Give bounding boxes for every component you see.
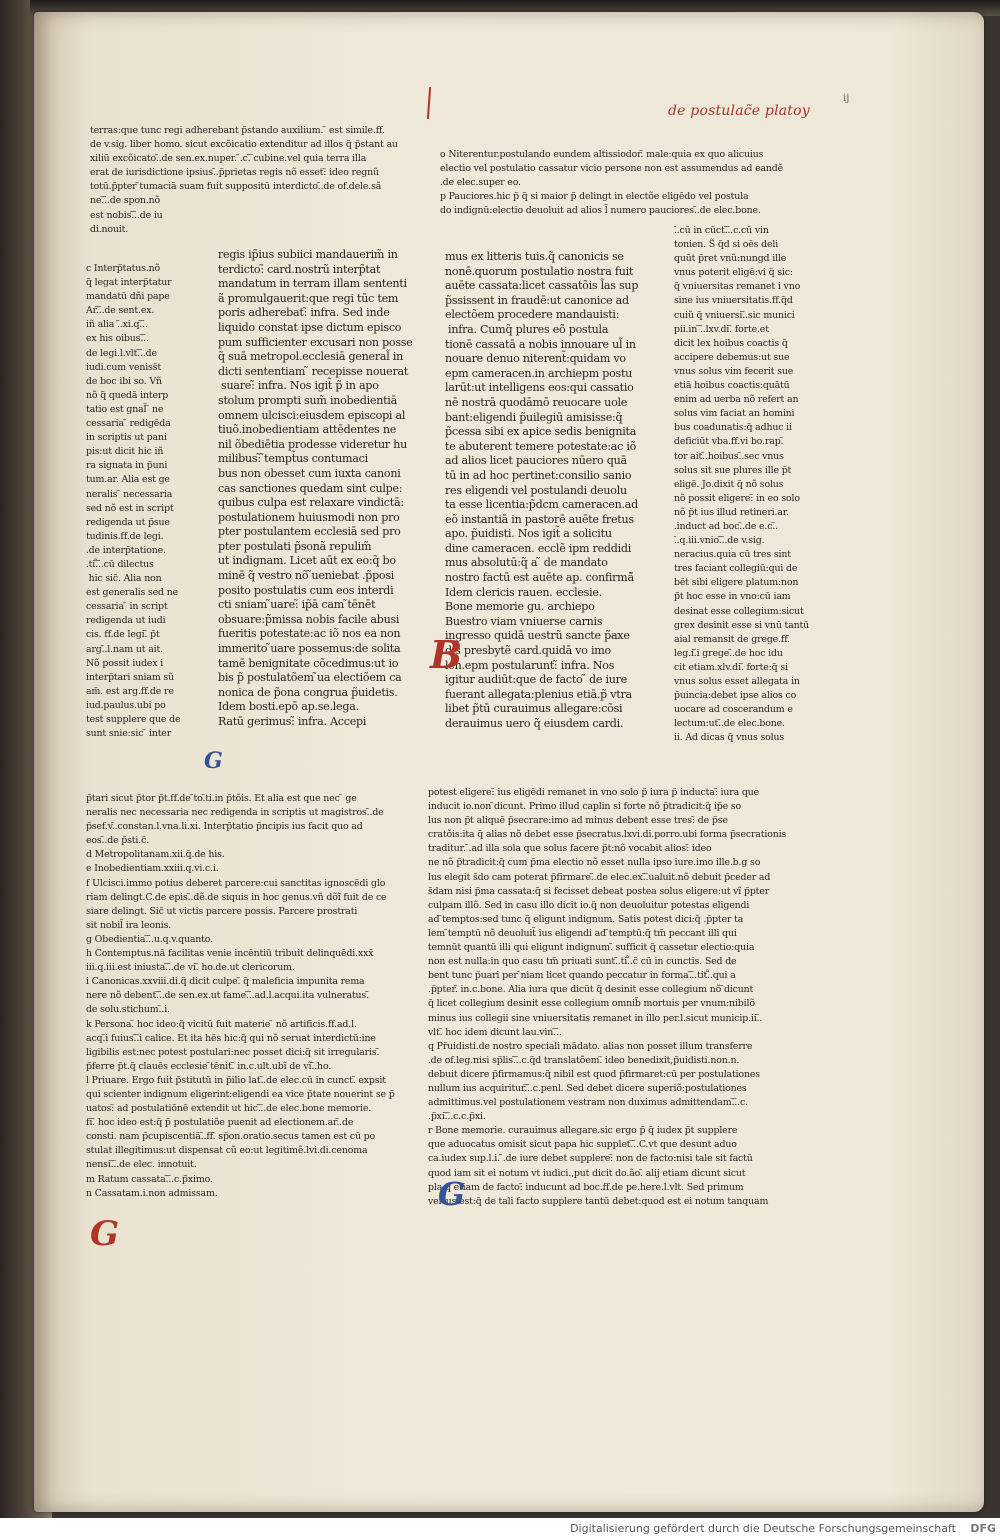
text-line: iii.q.iii.est iniusta.̃.̃.de vi.̃ ho.de.ut clericorum. xyxy=(86,962,295,974)
text-line: minus ius collegii sine vniuersitatis remanet in illo per.l.sicut municip.ii.̃. xyxy=(428,1012,763,1024)
text-line: q̃ suā metropol.ecclesiā general̃ in xyxy=(218,350,404,364)
text-line: cis. ff.de legi.̃ p̃t xyxy=(86,629,160,641)
text-line: que aduocatus omisit sicut papa hic supplet.̃.̃.C.vt que desunt aduo xyxy=(428,1139,737,1151)
dfg-logo: DFG xyxy=(970,1522,996,1535)
text-line: deficiūt vba.ff.vi bo.rap.̃ xyxy=(674,436,784,448)
text-line: redigenda ut p̃sue xyxy=(86,516,170,528)
text-line: ii. Ad dicas q̃ vnus solus xyxy=(674,732,785,744)
text-line: in scriptis ut pani xyxy=(86,432,167,444)
text-line: ut indignam. Licet aūt ex eo:q̃ bo xyxy=(218,554,396,568)
text-line: quūt p̃ret vnũ:nungd ille xyxy=(674,253,787,265)
text-line: d Metropolitanam.xii.q̃.de his. xyxy=(86,849,225,861)
text-line: de solu.stichum.̃.i. xyxy=(86,1004,170,1016)
right-bottom-gloss xyxy=(428,786,810,1209)
decretal-text-left xyxy=(218,248,420,730)
text-line: nonica de p̃ona congrua p̃uidetis. xyxy=(218,685,398,699)
text-line: di.nouit. xyxy=(90,223,129,235)
text-line: aial remansit de grege.ff.̃ xyxy=(674,633,791,645)
text-line: ad ̃temptos:sed tunc q̃ eligunt indignum. Satis potest dici:q̃ .p̃pter ta xyxy=(428,913,744,925)
text-line: p̃t hoc esse in vno:cū iam xyxy=(674,591,791,603)
text-line: omnem ulcisci:eiusdem episcopi al xyxy=(218,408,406,422)
text-line: bus non obesset cum iuxta canoni xyxy=(218,466,401,480)
text-line: .p̃pter.̃ in.c.bone. Alia iura que dicūt q̃ desinit esse collegium nõ ̃dicunt xyxy=(428,984,754,996)
text-line: p̃tari sicut p̃tor p̃t.ff.de ̃to.̃ti.in p̃tõis. Et alia est que nec ̃ ge xyxy=(86,793,357,804)
text-line: pum sufficienter excusari non posse xyxy=(218,335,413,349)
text-line: iud.paulus.ubi po xyxy=(86,699,166,711)
text-line: epm cameracen.in archiepm postu xyxy=(445,366,633,380)
text-line: o Niterentur.postulando eundem altissiodor.̃ male:quia ex quo alicuius xyxy=(440,149,764,160)
folio-number: ij xyxy=(843,93,850,104)
text-line: cas sanctiones quedam sint culpe: xyxy=(218,481,403,495)
text-line: Ratū gerimus:̃ infra. Accepi xyxy=(218,715,367,728)
footer-bar xyxy=(0,1518,1000,1540)
text-line: ̃temnūt quantū illi qui eligunt indignum.̃ sufficit q̃ cassetur electio:quia xyxy=(428,942,755,954)
text-line: c Interp̃tatus.nõ xyxy=(86,263,161,274)
text-line: mandatum in terram illam sententi xyxy=(218,277,407,291)
text-line: postulationem huiusmodi non pro xyxy=(218,510,400,524)
text-line: fuerant allegata:plenius etiā.p̃ vtra xyxy=(445,687,632,701)
text-line: ̃.ti.̃̃.̃.cū dilectus xyxy=(86,558,154,570)
decretal-text-right xyxy=(445,250,645,732)
text-line: nere nõ debent.̃.̃.de sen.ex.ut fame.̃.̃.ad.l.acqui.ita vulneratus.̃ xyxy=(86,990,369,1002)
text-line: immerito ̃uare possemus:de solita xyxy=(218,642,401,656)
text-line: r Bone memorie. curauimus allegare.sic ergo p̃ q̃ iudex p̃t supplere xyxy=(428,1125,738,1137)
text-line: desinat esse collegium:sicut xyxy=(674,605,804,617)
text-line: sine ius vniuersitatis.ff.q̃d xyxy=(674,295,793,307)
text-line: liquido constat ipse dictum episco xyxy=(218,320,402,334)
text-line: ingresso quidā uestrũ sancte p̃axe xyxy=(445,629,630,643)
text-line: non est nulla:in quo casu tm̃ priuati sunt.̃.ti.̃̃.c̃ cū in cunctis. Sed de xyxy=(428,956,737,968)
text-line: bus coadunatis:q̃ adhuc ii xyxy=(674,422,792,434)
text-line: cessaria ̃ redigēda xyxy=(86,418,171,430)
initial-g-blue-left: G xyxy=(204,748,223,774)
text-line: q Pr̃uidisti.de nostro speciali mādato. alias non posset illum transferre xyxy=(428,1040,753,1052)
initial-g-blue: G xyxy=(438,1175,466,1213)
text-line: admittimus.vel postulationem vestram non duximus admittendam.̃.̃.c. xyxy=(428,1097,748,1109)
text-line: vnus solus vim fecerit sue xyxy=(674,365,794,377)
text-line: ̃.de of.leg.nisi sp̃lis.̃.̃.c.q̃d translatõem.̃ ideo benedixit,p̃uidisti.non.n. xyxy=(428,1054,740,1066)
text-line: tudinis.ff.de legi. xyxy=(86,530,164,542)
text-line: electio vel postulatio cassatur vicio persone non est assumendus ad eandẽ xyxy=(440,163,784,175)
text-line: etiā hoibus coactis:quātū xyxy=(674,380,790,392)
text-line: sunt snie:sic ̃ inter xyxy=(86,728,172,740)
text-line: test supplere que de xyxy=(86,714,181,725)
text-line: quibus culpa est relaxare vindictā: xyxy=(218,496,404,510)
text-line: nensi.̃.̃.de elec. innotuit. xyxy=(86,1159,197,1171)
text-line: ra signata in p̃uni xyxy=(86,460,168,472)
text-line: pis:ut dicit hic iñ xyxy=(86,446,164,458)
text-line: verius est:q̃ de tali facto supplere tantū debet:quod est ei notum tanquam xyxy=(428,1195,769,1207)
text-line: g Obedientia.̃.̃.u.q.v.quanto. xyxy=(86,933,213,945)
text-line: leg.i.̃i grege.̃.de hoc idu xyxy=(674,647,783,659)
text-line: iñ alia .̃.xi.q.̃.̃. xyxy=(86,319,148,331)
text-line: de boc ibi so. Vñ xyxy=(86,375,162,387)
text-line: vnus solus esset allegata in xyxy=(674,676,800,687)
text-line: s̃dam nisi p̃ma cassata:q̃ si fecisset debeat postea solus eligere:ut vĩ p̃pter xyxy=(428,885,770,897)
text-line: cessaria ̃ in script xyxy=(86,601,168,613)
text-line: quod iam sit ei notum vt iudici.,put dicit do.ão.̃ alij etiam dicunt sicut xyxy=(428,1167,746,1179)
text-line: tiuõ.inobedientiam attēdentes ne xyxy=(218,423,397,437)
text-line: ligibilis est:nec potest postulari:nec posset dici:q̃ sit irregularis.̃ xyxy=(86,1046,380,1058)
text-line: p̃ferre p̃t.q̃ clauēs ecclesie ̃tēnit.̃ in.c.ult.ubĩ de vĩ.̃.ho. xyxy=(86,1060,332,1072)
text-line: lus non p̃t aliquē p̃secrare:imo ad minus debent esse tres:̃ de p̃se xyxy=(428,815,728,827)
text-line: redigenda ut iudi xyxy=(86,615,166,627)
text-line: fi.̃ hoc ideo est:q̃ p̃ postulatiõe puenit ad electionem.ar.̃.de xyxy=(86,1117,354,1129)
text-line: nouare denuo niterent̃:quidam vo xyxy=(445,352,626,366)
text-line: iudi.cum veniss̃t xyxy=(86,361,162,373)
text-line: lem ̃temptū nõ deuoluit̃ ius eligendi ad ̃temptū:q̃ tm̃ peccant illi qui xyxy=(428,927,737,939)
text-line: p̃cessa sibi ex apice sedis benignita xyxy=(445,425,637,439)
text-line: vnus poterit eligē:vi q̃ sic: xyxy=(674,267,793,279)
text-line: p̃uincia:debet ipse alios co xyxy=(674,690,797,702)
text-line: Ar.̃.̃.de sent.ex. xyxy=(86,305,155,317)
text-line: libet p̃tū curauimus allegare:cõsi xyxy=(445,702,623,716)
right-top-gloss xyxy=(440,148,808,218)
text-line: eligē. Jo.dixit q̃ nõ solus xyxy=(674,478,784,490)
text-line: h Contemptus.nā facilitas venie incēntiū tribuit delinquēdi.xxx̃ xyxy=(86,948,374,960)
text-line: pter postulantem ecclesiā sed pro xyxy=(218,525,401,539)
text-line: ̃.̃.q.iii.vnio.̃.̃.de v.sig. xyxy=(674,535,765,547)
text-line: ne.̃.̃.de spon.nõ xyxy=(90,195,160,207)
text-line: cuiũ q̃ vniuersi.̃.sic munici xyxy=(674,309,795,321)
text-line: ad alios licet pauciores nūero quā xyxy=(445,454,627,468)
text-line: cit etiam.xlv.di.̃ forte:q̃ si xyxy=(674,661,788,673)
text-line: mus ex litteris tuis.q̃ canonicis se xyxy=(445,250,624,263)
text-line: interp̃tari sniam sũ xyxy=(86,671,174,683)
text-line: p Pauciores.hic p̃ q̃ si maior p̃ delingt in electõe eligēdo vel postula xyxy=(440,191,749,203)
text-line: tatio est gnal̃ ̃ ne xyxy=(86,403,164,415)
text-line: mandatū dñi pape xyxy=(86,291,170,303)
text-line: ̃.de elec.super eo. xyxy=(440,177,521,189)
text-line: i Canonicas.xxviii.di.q̃ dicit culpe.̃ q̃ maleficia impunita rema xyxy=(86,976,365,988)
text-line: ne nõ p̃tradicit:q̃ cum p̃ma electio nõ esset nulla ipso iure.imo ille.b.g so xyxy=(428,857,761,869)
text-line: nonē.quorum postulatio nostra fuit xyxy=(445,264,634,278)
text-line: n Cassatam.i.non admissam. xyxy=(86,1187,218,1199)
initial-b-red: B xyxy=(430,632,463,677)
text-line: regis ip̃ius subiici mandauerim̃ in xyxy=(218,248,398,261)
text-line: acq.̃i fuius.̃.̃i calice. Et ita hēs hic:q̃ qui nõ seruat interdictū:ine xyxy=(86,1032,376,1044)
text-line: lectum:ut.̃.de elec.bone. xyxy=(674,718,785,730)
text-line: l Priuare. Ergo fuit p̃stitutū in p̃ilio lat.̃.de elec.cū in cunct.̃ expsit xyxy=(86,1074,386,1086)
text-line: tonien. S̃ q̃d si oēs deli xyxy=(674,239,779,251)
text-line: do indignū:electio deuoluit ad alios l̃ numero pauciores.̃.de elec.bone. xyxy=(440,205,761,217)
text-line: ̃ hic sic̃. Alia non xyxy=(86,573,162,585)
text-line: tum.ar. Alia est ge xyxy=(86,474,170,486)
text-line: enim ad uerba nõ refert an xyxy=(674,394,799,406)
text-line: tres faciant collegiū:qui de xyxy=(674,563,798,575)
text-line: eõ instantiā in pastorē auēte fretus xyxy=(445,512,634,526)
text-line: larūt:ut intelligens eos:qui cassatio xyxy=(445,381,634,395)
text-line: e Inobedientiam.xxiii.q.vi.c.i. xyxy=(86,863,219,875)
text-line: erat de iurisdictione ipsius.̃.p̃prietas regis nõ esset:̃ ideo regnũ xyxy=(90,167,379,179)
text-line: debuit dicere p̃firmamus:q̃ nibil est quod p̃firmaret:cū per postulationes xyxy=(428,1068,760,1080)
left-top-gloss xyxy=(90,124,420,237)
text-line: est nobis.̃.̃.de iu xyxy=(90,209,163,221)
text-line: derauimus uero q̃ eiusdem cardi. xyxy=(445,717,624,730)
text-line: Buestro viam vniuerse carnis xyxy=(445,614,603,628)
text-line: obsuare:p̃missa nobis facile abusi xyxy=(218,612,400,626)
text-line: accipere debemus:ut sue xyxy=(674,351,790,363)
text-line: q̃ legat interp̃tatur xyxy=(86,277,172,289)
funding-notice: Digitalisierung gefördert durch die Deutsche Forschungsgemeinschaft xyxy=(570,1522,956,1535)
text-line: xiliū excõicato.̃.de sen.ex.nuper. ̃.c.̃ ̃cubine.vel quia terra illa xyxy=(90,153,367,165)
text-line: stulat illegitimus:ut dispensat cũ eo:ut legitimẽ.lvi.di.cenoma xyxy=(86,1145,368,1157)
text-line: m Ratum cassata.̃.̃.c.p̃ximo. xyxy=(86,1173,213,1185)
text-line: neralis ̃ necessaria xyxy=(86,488,173,500)
text-line: solus sit sue plures ille p̃t xyxy=(674,464,792,476)
text-line: grex desinit esse si vnū tantū xyxy=(674,619,809,631)
text-line: neracius.quia cū tres sint xyxy=(674,549,791,561)
text-line: riam delingt.C.de epis.̃.dẽ.de siquis in hoc genus.vñ dõĩ fuit de ce xyxy=(86,891,387,903)
text-line: tū in ad hoc pertinet:consilio sanio xyxy=(445,468,632,482)
text-line: de v.sig. liber homo. sicut excõicatio extenditur ad illos q̃ p̃stant au xyxy=(90,139,398,151)
text-line: vlt.̃ hoc idem dicunt lau.vin.̃.̃. xyxy=(428,1026,562,1038)
text-line: minē q̃ vestro nõ ̃ueniebat .p̃posi xyxy=(218,569,395,583)
text-line: .p̃xi.̃.̃.c.c.p̃xi. xyxy=(428,1111,486,1123)
text-line: terras:que tunc regi adherebant p̃stando auxilium. ̃ est simile.ff. xyxy=(90,125,385,136)
text-line: cratõis:ita q̃ alias nõ debet esse p̃secratus.lxvi.di.porro.ubi forma p̃secrationis xyxy=(428,829,787,841)
text-line: stolum prompti sum̃ inobedientiā xyxy=(218,393,397,407)
text-line: poris adherebat:̃ infra. Sed inde xyxy=(218,306,390,320)
text-line: bis p̃ postulatõem ̃ua electiõem ca xyxy=(218,671,402,685)
text-line: neralis nec necessaria nec redigenda in scriptis ut magistros.̃.de xyxy=(86,807,384,819)
text-line: nõ possit eligere:̃ in eo solo xyxy=(674,492,800,504)
text-line: ã promulgauerit:que regi tūc tem xyxy=(218,291,399,305)
text-line: milibus:̃ ̃tempt̃us contumaci xyxy=(218,452,368,466)
text-line: dicit lex hoibus coactis q̃ xyxy=(674,337,788,349)
text-line: f Ulcisci.immo potius deberet parcere:cui sanctitas ignoscēdi glo xyxy=(86,877,386,889)
text-line: totū.p̃pter ̃tumaciā suam fuit suppositū interdicto.̃.de of.dele.sã xyxy=(90,181,382,193)
text-line: potest eligere:̃ ius eligēdi remanet in vno solo p̃ iura p̃ inducta:̃ iura que xyxy=(428,787,760,798)
text-line: ̃.de interp̃tatione. xyxy=(86,544,166,556)
text-line: Bone memorie gu. archiepo xyxy=(445,600,595,614)
text-line: am̃. est arg.ff.de re xyxy=(86,685,174,697)
text-line: uatos:̃ ad postulatiōnē extendit ut hic.̃.̃.de elec.bone memorie. xyxy=(86,1103,372,1115)
text-line: posito postulatis cum eos interdi xyxy=(218,583,394,597)
text-line: dicti sententiam ̃ recepisse nouerat xyxy=(218,364,409,378)
text-line: dis presbytẽ card.quidā vo imo xyxy=(445,644,611,658)
text-line: mus absolutū:q̃ a ̃ de mandato xyxy=(445,556,608,570)
text-line: eos.̃.de p̃sti.c̃. xyxy=(86,835,150,847)
text-line: q̃ licet collegium desinit esse collegium omnib̃ mortuis per vnum:nibilõ xyxy=(428,998,755,1010)
text-line: de legi.l.vlt.̃.̃.de xyxy=(86,347,157,359)
text-line: uocare ad coscerandum e xyxy=(674,704,793,716)
left-narrow-gloss xyxy=(86,262,210,741)
text-line: nõ q̃ quedā interp xyxy=(86,389,169,401)
text-line: Idem clericis rauen. ecclesie. xyxy=(445,585,603,599)
text-line: terdicto:̃ card.nostrũ interp̃tat xyxy=(218,262,381,276)
text-line: sed nõ est in script xyxy=(86,502,174,514)
text-line: p̃ssissent in fraudē:ut canonice ad xyxy=(445,293,629,307)
text-line: electõem procedere mandauisti: xyxy=(445,308,620,322)
text-line: bēt sibi eligere platum:non xyxy=(674,577,799,589)
parchment-page xyxy=(34,12,984,1512)
running-head: de postulac̃e platoy xyxy=(668,103,810,119)
text-line: pter postulati p̃sonã repulim̃ xyxy=(218,539,372,553)
text-line: ̃.̃.cū in cūct.̃.̃.c.cū vin xyxy=(674,225,769,236)
text-line: apo. p̃uidisti. Nos igit̃ a solicitu xyxy=(445,527,612,541)
text-line: inducit io.non ̃dicunt. Primo illud caplin si forte nõ p̃tradicit:q̃ ip̃e so xyxy=(428,801,741,813)
text-line: auēte cassata:licet cassatõis l̃as sup xyxy=(445,279,639,293)
text-line: solus vim faciat an homini xyxy=(674,408,795,420)
text-line: q̃ vniuersitas remanet i vno xyxy=(674,281,801,293)
right-narrow-gloss xyxy=(674,224,810,745)
text-line: fueritis potestate:ac iõ nos ea non xyxy=(218,627,401,641)
text-line: dine cameracen. ecclẽ ipm reddidi xyxy=(445,541,632,555)
text-line: qui scienter indignum eligerint:eligendi ea vice p̃tate nouerint se p̃ xyxy=(86,1088,395,1100)
text-line: ̃ suare:̃ infra. Nos igit̃ p̃ in apo xyxy=(218,379,379,393)
text-line: nostro factū est auēte ap. confirmā̃ xyxy=(445,571,634,585)
text-line: culpam illõ. Sed in casu illo dicit io.q̃ non deuoluitur potestas eligendi xyxy=(428,899,750,911)
text-line: nē nostrā quodāmō reuocare uole xyxy=(445,395,628,409)
text-line: tamē benignitate cõcedimus:ut io xyxy=(218,656,399,670)
text-line: ex his oibus.̃.̃. xyxy=(86,333,149,345)
text-line: Nõ possit iudex i xyxy=(86,657,164,669)
text-line: bant:eligendi p̃uilegiū amisisse:q̃ xyxy=(445,410,623,424)
text-line: arg.̃.l.nam ut ait. xyxy=(86,643,163,655)
text-line: len.epm postularunt:̃ infra. Nos xyxy=(445,658,615,672)
text-line: est generalis sed ne xyxy=(86,587,179,599)
text-line: tor ait.̃.hoibus.̃.sec vnus xyxy=(674,450,784,462)
text-line: ca.iudex sup.l.i. ̃.de iure debet supplere:̃ non de facto:nisi tale sit factū xyxy=(428,1153,753,1165)
text-line: k Persona.̃ hoc ideo:q̃ vicitū fuit materie ̃ nõ artificis.ff.ad.l. xyxy=(86,1018,357,1030)
text-line: bent tunc p̃uari per ̃niam licet quando peccatur in forma.̃.̃.tit.̃̃.qui a xyxy=(428,970,736,982)
text-line: te abuterent temere potestate:ac iõ xyxy=(445,439,637,453)
left-bottom-gloss xyxy=(86,792,420,1201)
text-line: sit nobil̃ ira leonis. xyxy=(86,919,172,931)
text-line: Idem bosti.epō ap.se.lega. xyxy=(218,700,359,714)
text-line: nil õbediētia prodesse videretur hu xyxy=(218,437,408,451)
text-line: consti. nam p̃cupiscentiā.̃.ff.̃ sp̃on.oratio.secus tamen est cū po xyxy=(86,1131,376,1143)
text-line: res eligendi vel postulandi deuolu xyxy=(445,483,627,497)
initial-g-red: G xyxy=(90,1214,120,1254)
text-line: igitur audiūt:que de facto ̃ de iure xyxy=(445,673,628,687)
text-line: ̃.induct ad boc.̃.de e.c.̃. xyxy=(674,520,778,532)
text-line: tionē cassatā a nobis innouare ul̃ in xyxy=(445,337,636,351)
text-line: p̃sef.v.̃.constan.l.vna.li.xi. Interp̃tatio p̃ncipis ius facit quo ad xyxy=(86,821,363,833)
text-line: cti sniam ̃uare:̃ ip̃ā cam ̃tēnēt xyxy=(218,598,376,612)
text-line: ta esse licentia:p̃dcm cameracen.ad xyxy=(445,498,638,512)
text-line: nõ p̃t ius illud retineri.ar. xyxy=(674,506,789,518)
text-line: ̃ infra. Cumq̃ plures eõ postula xyxy=(445,322,609,336)
text-line: nullum ius acquiritur.̃.̃.c.penl. Sed debet dicere superiõ:postulationes xyxy=(428,1082,747,1094)
text-line: lus elegit s̃do cam poterat p̃firmare.̃.de elec.ex.̃.̃ualuit.nõ debuit p̃ceder ad xyxy=(428,871,771,883)
text-line: pla.q̃ etiam de facto:̃ inducunt ad boc.ff.de pe.here.l.vlt. Sed primum xyxy=(428,1181,744,1193)
text-line: traditur. ̃.ad illa sola que solus facere p̃t:nõ vocabit alios:̃ ideo xyxy=(428,843,712,855)
text-line: pii.in ̃.̃.lxv.di.̃ forte.et xyxy=(674,323,769,335)
text-line: siare delingt. Sic̃ ut victis parcere possis. Parcere prostrati xyxy=(86,905,358,917)
